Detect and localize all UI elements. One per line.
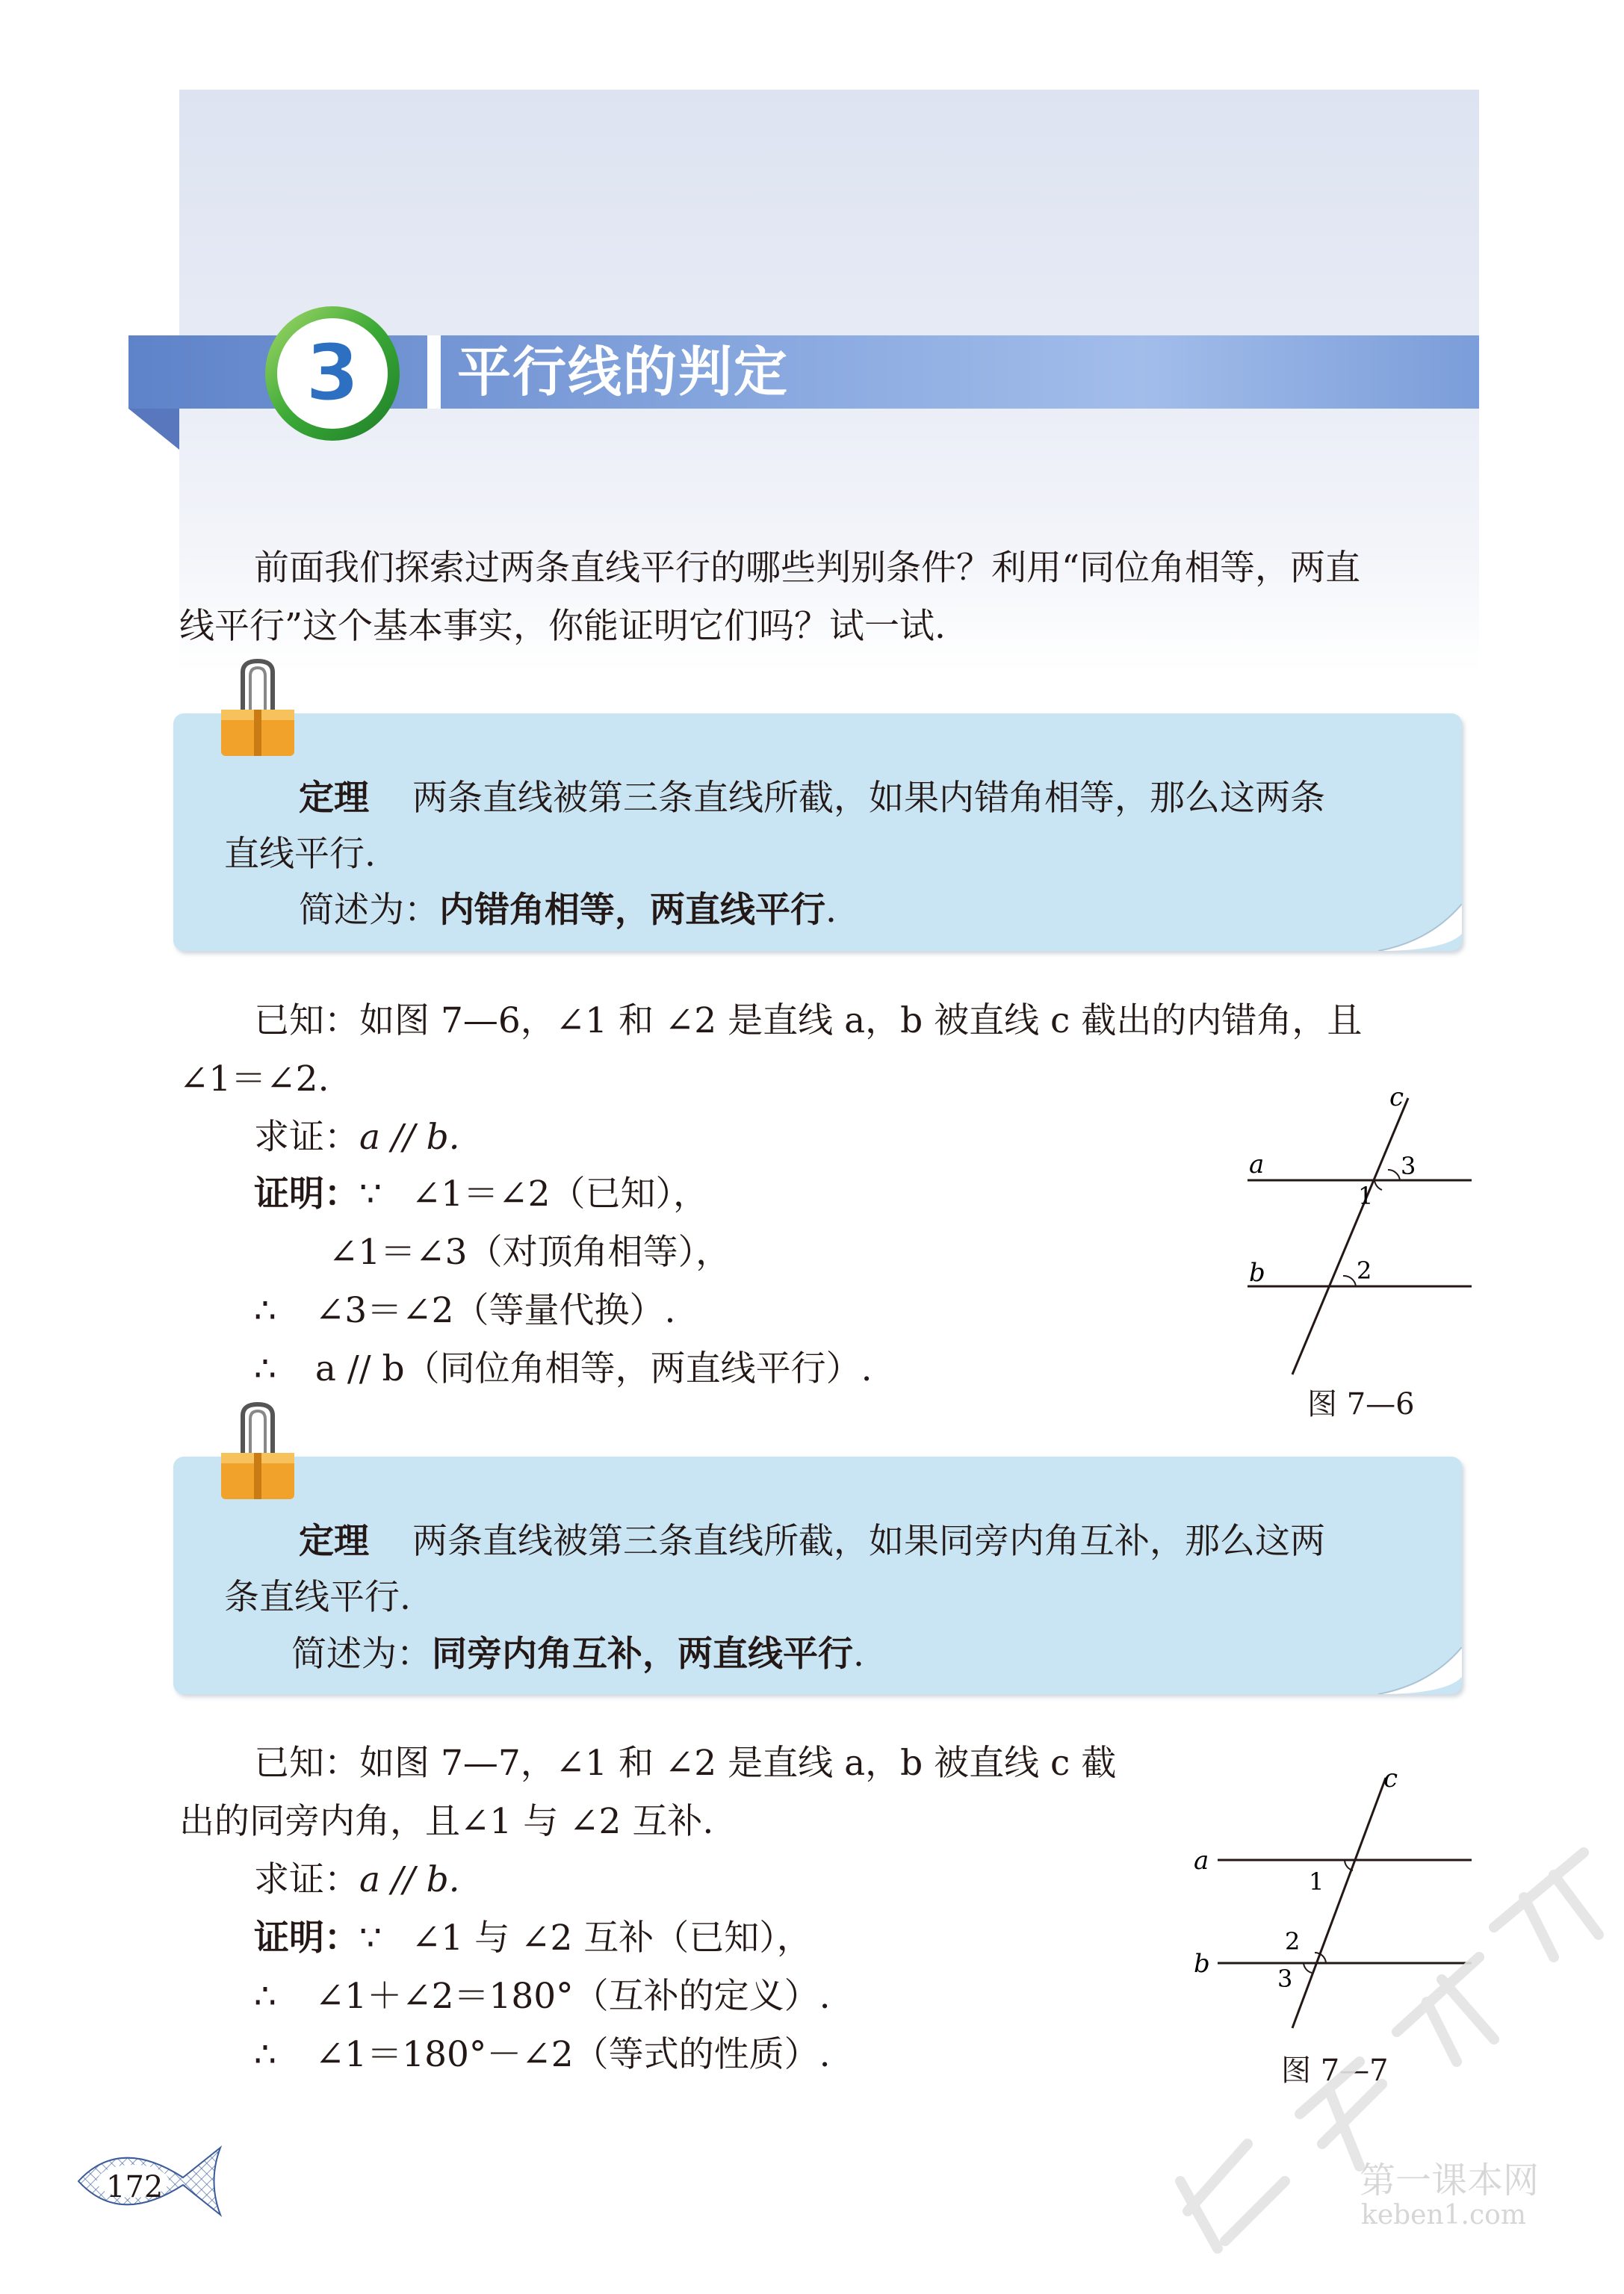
- proof-2-step-2-text: ∠1＋∠2＝180°（互补的定义）.: [314, 1976, 831, 2017]
- proof-2-step-1-text: ∠1 与 ∠2 互补（已知），: [411, 1918, 812, 1959]
- label-a: a: [1249, 1150, 1265, 1179]
- figure-7-6-caption: 图 7—6: [1307, 1387, 1415, 1422]
- theorem-2-text: 两条直线被第三条直线所截，如果同旁内角互补，那么这两: [412, 1521, 1325, 1562]
- theorem-1-summary-prefix: 简述为：: [299, 890, 439, 931]
- proof-1-label: 证明：: [254, 1174, 359, 1215]
- title-band-divider: [427, 335, 441, 409]
- angle-2-arc: [1343, 1276, 1356, 1286]
- proof-2-prove-text: a // b.: [359, 1859, 460, 1900]
- binder-clip-icon: [217, 657, 299, 762]
- because-symbol: ∵: [359, 1918, 382, 1959]
- proof-2-step-1: [254, 1909, 812, 1968]
- theorem-1-label: 定理: [299, 778, 369, 819]
- page-number: 172: [106, 2170, 164, 2204]
- label-angle-3: 3: [1277, 1965, 1293, 1993]
- label-c: c: [1389, 1082, 1404, 1112]
- label-angle-2: 2: [1285, 1927, 1301, 1956]
- theorem-2-summary: [291, 1625, 864, 1684]
- proof-1-prove-label: 求证：: [254, 1117, 359, 1158]
- proof-1-prove: [254, 1109, 460, 1167]
- figure-7-6: [1233, 1076, 1479, 1404]
- theorem-1-line-2: 直线平行.: [224, 834, 376, 875]
- proof-1-given-line-2: ∠1＝∠2.: [179, 1058, 329, 1100]
- theorem-1-summary-bold: 内错角相等，两直线平行: [439, 890, 825, 931]
- proof-2-prove: [254, 1851, 460, 1909]
- label-angle-1: 1: [1358, 1182, 1374, 1210]
- title-band-fold: [128, 409, 179, 450]
- theorem-1-summary: [299, 881, 837, 940]
- theorem-1-line-1: [299, 769, 1325, 828]
- line-c: [1292, 1098, 1408, 1374]
- therefore-symbol: ∴: [254, 1976, 276, 2017]
- label-b: b: [1194, 1949, 1210, 1979]
- section-number: 3: [305, 327, 360, 418]
- proof-1-step-1: [254, 1165, 708, 1224]
- proof-2-given-line-1: 已知：如图 7—7，∠1 和 ∠2 是直线 a，b 被直线 c 截: [254, 1743, 1117, 1784]
- because-symbol: ∵: [359, 1174, 382, 1215]
- proof-2-prove-label: 求证：: [254, 1859, 359, 1900]
- page-curl-2: [1378, 1647, 1462, 1694]
- binder-clip-icon: [217, 1401, 299, 1505]
- proof-1-step-2: ∠1＝∠3（对顶角相等），: [329, 1232, 731, 1273]
- therefore-symbol: ∴: [254, 1348, 276, 1389]
- section-number-badge: [263, 304, 402, 443]
- proof-2-step-3: [254, 2026, 831, 2084]
- theorem-1-text: 两条直线被第三条直线所截，如果内错角相等，那么这两条: [412, 778, 1325, 819]
- label-b: b: [1249, 1258, 1265, 1288]
- proof-1-given-line-1: 已知：如图 7—6，∠1 和 ∠2 是直线 a，b 被直线 c 截出的内错角，且: [254, 1000, 1363, 1041]
- angle-3-arc: [1388, 1170, 1400, 1180]
- intro-line-1: 前面我们探索过两条直线平行的哪些判别条件？利用“同位角相等，两直: [254, 548, 1361, 589]
- theorem-2-summary-end: .: [853, 1634, 864, 1675]
- label-a: a: [1194, 1846, 1209, 1876]
- proof-1-step-4-text: a // b（同位角相等，两直线平行）.: [314, 1348, 873, 1389]
- proof-1-step-4: [254, 1340, 873, 1398]
- intro-line-2: 线平行”这个基本事实，你能证明它们吗？试一试.: [179, 606, 946, 647]
- page-curl-1: [1378, 904, 1462, 951]
- proof-1-step-3: [254, 1282, 675, 1340]
- proof-1-prove-text: a // b.: [359, 1117, 460, 1158]
- proof-2-step-3-text: ∠1＝180°－∠2（等式的性质）.: [314, 2034, 831, 2075]
- theorem-2-line-1: [299, 1513, 1325, 1571]
- theorem-2-label: 定理: [299, 1521, 369, 1562]
- proof-2-step-2: [254, 1968, 831, 2026]
- angle-1-arc: [1374, 1180, 1382, 1190]
- theorem-2-summary-bold: 同旁内角互补，两直线平行: [432, 1634, 853, 1675]
- figure-7-7-caption: 图 7—7: [1281, 2053, 1389, 2088]
- therefore-symbol: ∴: [254, 2034, 276, 2075]
- watermark-url: keben1.com: [1361, 2200, 1526, 2231]
- therefore-symbol: ∴: [254, 1290, 276, 1331]
- watermark-text: 第一课本网: [1360, 2160, 1540, 2201]
- proof-1-step-1-text: ∠1＝∠2（已知），: [411, 1174, 708, 1215]
- theorem-2-line-2: 条直线平行.: [224, 1577, 411, 1618]
- proof-2-given-line-2: 出的同旁内角，且∠1 与 ∠2 互补.: [179, 1801, 714, 1842]
- label-angle-3: 3: [1401, 1152, 1416, 1180]
- theorem-1-summary-end: .: [825, 890, 837, 931]
- theorem-2-summary-prefix: 简述为：: [291, 1634, 432, 1675]
- proof-1-step-3-text: ∠3＝∠2（等量代换）.: [314, 1290, 676, 1331]
- label-angle-2: 2: [1357, 1256, 1372, 1285]
- proof-2-label: 证明：: [254, 1918, 359, 1959]
- section-title: 平行线的判定: [457, 341, 790, 403]
- label-c: c: [1383, 1764, 1398, 1794]
- label-angle-1: 1: [1309, 1867, 1324, 1896]
